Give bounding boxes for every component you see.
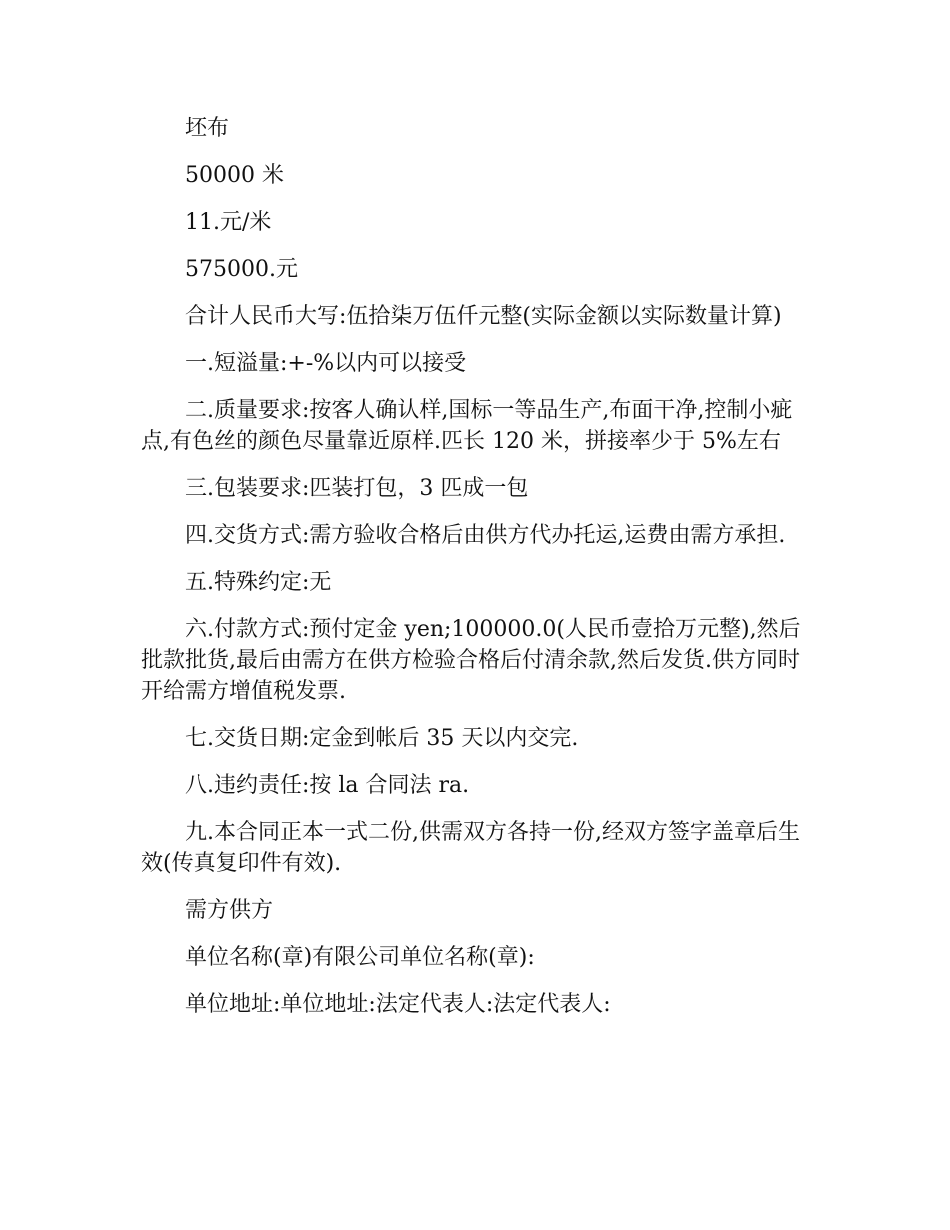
item-unit-price: 11.元/米 <box>185 210 272 235</box>
clause-payment: 六.付款方式:预付定金 yen;100000.0(人民币壹拾万元整),然后批款批货,最后由需方在供方检验合格后付清余款,然后发货.供方同时开给需方增值税发票. <box>141 617 801 704</box>
parties-address-representative: 单位地址:单位地址:法定代表人:法定代表人: <box>185 992 611 1017</box>
clause-delivery-method: 四.交货方式:需方验收合格后由供方代办托运,运费由需方承担. <box>185 523 786 548</box>
clause-special-terms: 五.特殊约定:无 <box>185 570 332 595</box>
clause-packaging: 三.包装要求:匹装打包，3 匹成一包 <box>185 476 529 501</box>
clause-delivery-date: 七.交货日期:定金到帐后 35 天以内交完. <box>185 726 579 751</box>
total-amount-words: 合计人民币大写:伍拾柒万伍仟元整(实际金额以实际数量计算) <box>185 304 782 329</box>
contract-page <box>141 113 811 1036</box>
clause-copies: 九.本合同正本一式二份,供需双方各持一份,经双方签字盖章后生效(传真复印件有效). <box>141 820 800 876</box>
clause-liability: 八.违约责任:按 la 合同法 ra. <box>185 773 470 798</box>
clause-quality: 二.质量要求:按客人确认样,国标一等品生产,布面干净,控制小疵点,有色丝的颜色尽量靠近原样.匹长 120 米，拼接率少于 5%左右 <box>141 398 793 454</box>
parties-unit-name: 单位名称(章)有限公司单位名称(章): <box>185 945 535 970</box>
item-name: 坯布 <box>185 116 230 141</box>
clause-tolerance: 一.短溢量:+-%以内可以接受 <box>185 351 467 376</box>
item-amount: 575000.元 <box>185 257 298 282</box>
item-quantity: 50000 米 <box>185 163 284 188</box>
parties-heading: 需方供方 <box>185 898 274 923</box>
